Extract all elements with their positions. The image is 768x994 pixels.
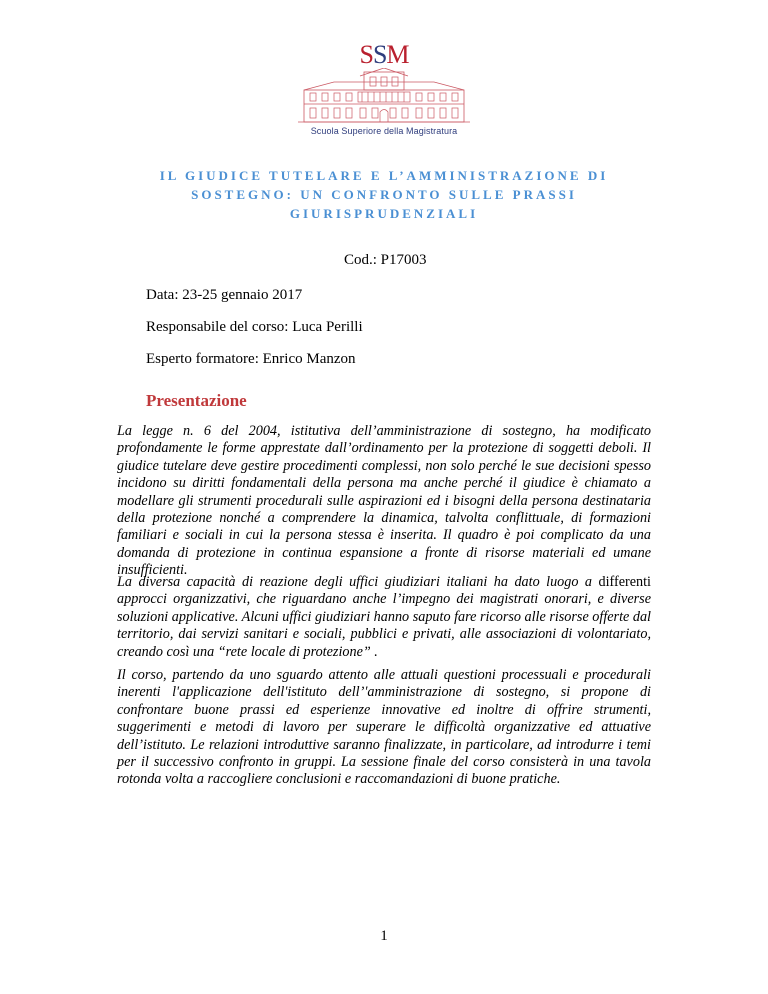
title-line-3: GIURISPRUDENZIALI	[289, 206, 479, 221]
course-expert: Esperto formatore: Enrico Manzon	[146, 351, 356, 367]
paragraph-2: La diversa capacità di reazione degli uffici giudiziari italiani ha dato luogo a differenti approcci organizzativi, che riguardano anche l’impegno dei magistrati onorari, e diverse soluzioni applicative. Alcuni uffici giudiziari hanno saputo fare ricorso alle risorse offerte dal territorio, dai servizi sanitari e sociali, pubblici e privati, alle associazioni di volontariato, creando così una “rete locale di protezione” .	[117, 574, 651, 660]
paragraph-3: Il corso, partendo da uno sguardo attento alle attuali questioni processuali e procedurali inerenti l'applicazione dell'istituto dell’'amministrazione di sostegno, si propone di confrontare buone prassi ed esperienze innovative ed inoltre di offrire strumenti, suggerimenti e metodi di lavoro per superare le difficoltà organizzative ed attuative dell’istituto. Le relazioni introduttive saranno finalizzate, in particolare, ad introdurre i temi per il successivo confronto in gruppi. La sessione finale del corso consisterà in una tavola rotonda volta a raccogliere conclusioni e raccomandazioni di buone pratiche.	[117, 667, 651, 788]
logo-letters: SSM	[359, 40, 409, 69]
course-responsible: Responsabile del corso: Luca Perilli	[146, 319, 363, 335]
villa-illustration	[294, 68, 474, 126]
course-title	[120, 166, 648, 223]
course-code: Cod.: P17003	[344, 252, 427, 268]
paragraph-1: La legge n. 6 del 2004, istitutiva dell’amministrazione di sostegno, ha modificato profondamente le forme apprestate dall’ordinamento per la protezione di soggetti deboli. Il giudice tutelare deve gestire procedimenti complessi, non solo perché le sue decisioni spesso incidono su diritti fondamentali della persona ma anche perché il giudice è chiamato a modellare gli strumenti procedurali sulle aspirazioni ed i bisogni della persona destinataria della protezione nonché a comprendere la dinamica, talvolta conflittuale, di formazioni familiari e sociali in cui la persona stessa è inserita. Il quadro è poi complicato da una domanda di protezione in continua espansione a fronte di risorse materiali ed umane insufficienti.	[117, 423, 651, 579]
logo-caption: Scuola Superiore della Magistratura	[310, 126, 458, 136]
ssm-logo	[292, 38, 476, 146]
title-line-2: SOSTEGNO: UN CONFRONTO SULLE PRASSI	[191, 187, 577, 202]
section-heading: Presentazione	[146, 391, 247, 410]
course-date: Data: 23-25 gennaio 2017	[146, 287, 303, 303]
page-number: 1	[380, 928, 388, 944]
title-line-1: IL GIUDICE TUTELARE E L’AMMINISTRAZIONE DI	[159, 168, 609, 183]
